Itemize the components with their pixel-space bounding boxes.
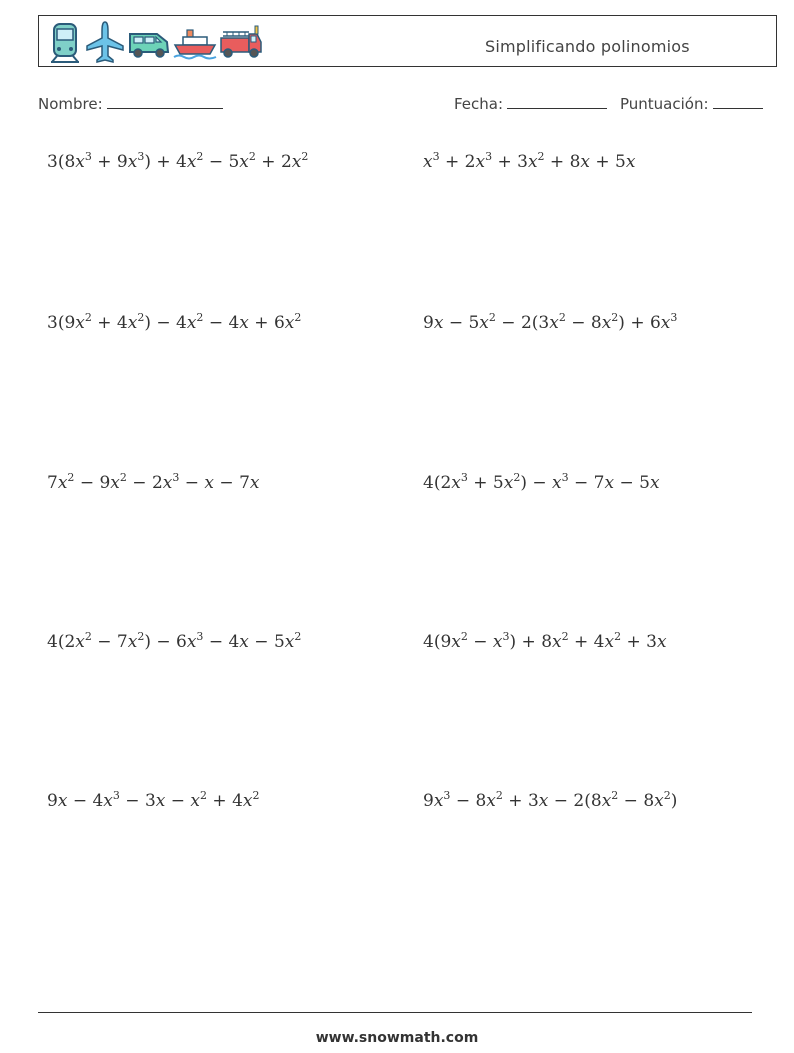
problem-8: $4(9x^2 - x^3) + 8x^2 + 4x^2 + 3x$ <box>423 630 667 652</box>
vehicle-icons <box>47 20 263 64</box>
date-blank <box>507 94 607 109</box>
problem-6: $4(2x^3 + 5x^2) - x^3 - 7x - 5x$ <box>423 471 660 493</box>
header-box <box>38 15 777 67</box>
date-label: Fecha: <box>454 95 504 113</box>
name-blank <box>107 94 223 109</box>
problem-10: $9x^3 - 8x^2 + 3x - 2(8x^2 - 8x^2)$ <box>423 789 678 811</box>
problem-3: $3(9x^2 + 4x^2) - 4x^2 - 4x + 6x^2$ <box>47 311 302 333</box>
date-field <box>454 94 607 113</box>
score-field <box>620 94 763 113</box>
problem-7: $4(2x^2 - 7x^2) - 6x^3 - 4x - 5x^2$ <box>47 630 302 652</box>
score-label: Puntuación: <box>620 95 709 113</box>
worksheet-title: Simplificando polinomios <box>485 37 690 56</box>
problem-1: $3(8x^3 + 9x^3) + 4x^2 - 5x^2 + 2x^2$ <box>47 150 309 172</box>
van-icon <box>127 20 171 64</box>
name-label: Nombre: <box>38 95 103 113</box>
score-blank <box>713 94 763 109</box>
airplane-icon <box>85 20 125 64</box>
problem-4: $9x - 5x^2 - 2(3x^2 - 8x^2) + 6x^3$ <box>423 311 678 333</box>
ship-icon <box>173 20 217 64</box>
fire-truck-icon <box>219 20 263 64</box>
name-field <box>38 94 223 113</box>
tram-icon <box>47 20 83 64</box>
problem-9: $9x - 4x^3 - 3x - x^2 + 4x^2$ <box>47 789 260 811</box>
problem-5: $7x^2 - 9x^2 - 2x^3 - x - 7x$ <box>47 471 260 493</box>
footer-url: www.snowmath.com <box>315 1030 479 1046</box>
footer-divider <box>38 1012 752 1013</box>
problem-2: $x^3 + 2x^3 + 3x^2 + 8x + 5x$ <box>423 150 636 172</box>
